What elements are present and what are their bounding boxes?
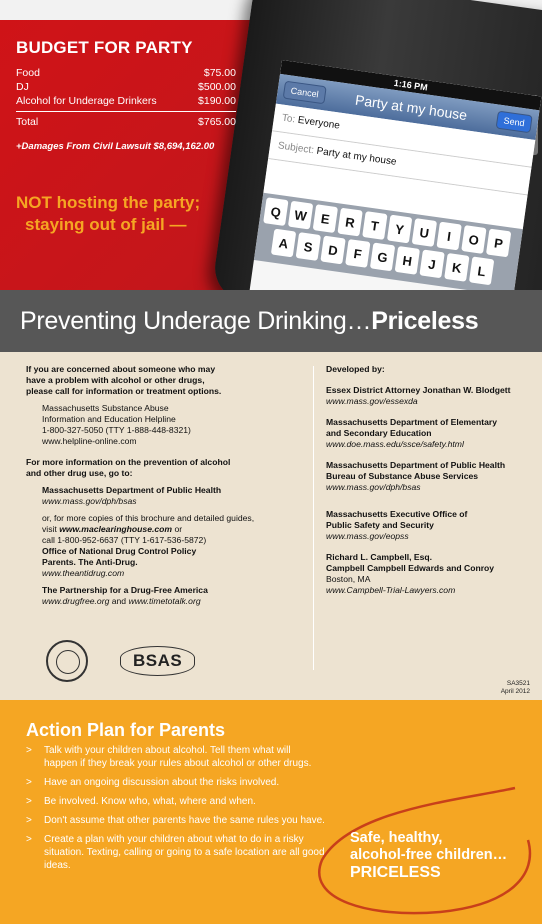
- budget-item-label: Food: [16, 67, 40, 79]
- keyboard-key[interactable]: R: [337, 208, 362, 237]
- list-item: [26, 814, 326, 827]
- list-item: [26, 776, 326, 789]
- dph-url[interactable]: www.mass.gov/dph/bsas: [42, 496, 137, 506]
- keyboard-key[interactable]: I: [436, 222, 461, 251]
- law-firm-url[interactable]: www.Campbell-Trial-Lawyers.com: [326, 585, 456, 595]
- keyboard-key[interactable]: T: [362, 211, 387, 240]
- priceless-slogan: [350, 830, 507, 881]
- resources-section: [0, 352, 542, 700]
- keyboard-key[interactable]: P: [486, 229, 511, 258]
- resources-left-column: [26, 364, 294, 607]
- action-plan-list: [26, 744, 326, 878]
- budget-item-amount: $500.00: [198, 81, 236, 93]
- budget-total-amount: $765.00: [198, 116, 236, 128]
- lawyer-name: Richard L. Campbell, Esq.: [326, 552, 433, 562]
- tagline-line-2: staying out of jail —: [25, 215, 187, 234]
- email-send-button[interactable]: Send: [496, 111, 533, 134]
- resources-right-column: [326, 364, 532, 596]
- keyboard-key[interactable]: K: [444, 253, 469, 282]
- email-subject-value: Party at my house: [315, 145, 398, 168]
- org-name: Massachusetts Executive Office of: [326, 509, 468, 519]
- org-url[interactable]: www.mass.gov/eopss: [326, 531, 409, 541]
- partnership-urls: [26, 596, 294, 607]
- org-url[interactable]: www.mass.gov/essexda: [326, 396, 418, 406]
- slogan-line-1: Safe, healthy,: [350, 830, 443, 846]
- email-compose-title: Party at my house: [354, 91, 469, 124]
- law-firm-city: Boston, MA: [326, 574, 371, 584]
- email-to-label: To:: [281, 112, 296, 126]
- budget-table: [16, 38, 236, 152]
- keyboard-key[interactable]: H: [395, 246, 420, 275]
- budget-item-label: DJ: [16, 81, 29, 93]
- more-info-heading-1: For more information on the prevention of alcohol: [26, 457, 231, 467]
- ondcp-name-2: Parents. The Anti-Drug.: [42, 557, 138, 567]
- action-plan-title: Action Plan for Parents: [26, 720, 226, 740]
- law-firm-name: Campbell Campbell Edwards and Conroy: [326, 563, 495, 573]
- keyboard-key[interactable]: S: [296, 232, 321, 261]
- keyboard-key[interactable]: E: [313, 204, 338, 233]
- antidrug-url[interactable]: www.theantidrug.com: [42, 568, 125, 578]
- keyboard-key[interactable]: D: [320, 236, 345, 265]
- publication-code: [501, 680, 530, 696]
- keyboard-key[interactable]: G: [370, 243, 395, 272]
- email-cancel-button[interactable]: Cancel: [283, 81, 327, 105]
- action-item-text: Have an ongoing discussion about the risks involved.: [44, 777, 280, 788]
- budget-item-amount: $190.00: [198, 95, 236, 107]
- chevron-right-icon: >: [26, 796, 32, 807]
- action-item-text: Be involved. Know who, what, where and when.: [44, 796, 256, 807]
- copies-line-3: call 1-800-952-6637 (TTY 1-617-536-5872): [42, 535, 207, 545]
- concern-heading-2: have a problem with alcohol or other drugs,: [26, 375, 205, 385]
- keyboard-key[interactable]: U: [412, 218, 437, 247]
- helpline-url[interactable]: www.helpline-online.com: [42, 436, 137, 446]
- agency-logos: [46, 640, 195, 682]
- chevron-right-icon: >: [26, 834, 32, 845]
- headline-emphasis: Priceless: [371, 306, 479, 335]
- keyboard-key[interactable]: A: [271, 229, 296, 258]
- party-budget-banner: [0, 0, 542, 290]
- copies-line-2: [26, 524, 294, 535]
- keyboard-key[interactable]: F: [345, 239, 370, 268]
- budget-total-row: [16, 111, 236, 129]
- action-plan-section: [0, 700, 542, 924]
- timetotalk-url[interactable]: www.timetotalk.org: [128, 596, 201, 606]
- partnership-and: and: [109, 596, 129, 606]
- email-subject-label: Subject:: [277, 140, 315, 157]
- budget-row: [16, 94, 236, 108]
- chevron-right-icon: >: [26, 745, 32, 756]
- copies-or: or: [172, 524, 183, 534]
- keyboard-key[interactable]: Y: [387, 215, 412, 244]
- slogan-line-2: alcohol-free children…: [350, 847, 508, 863]
- action-item-text: Talk with your children about alcohol. Tell them what will happen if they break your rules about alcohol or other drugs.: [44, 745, 312, 769]
- lawsuit-damages: +Damages From Civil Lawsuit $8,694,162.00: [16, 141, 215, 152]
- budget-item-amount: $75.00: [203, 67, 236, 79]
- tagline-line-1: NOT hosting the party;: [16, 193, 201, 212]
- headline-lead: Preventing Underage Drinking…: [20, 306, 372, 335]
- org-name: Massachusetts Department of Elementary: [326, 417, 497, 427]
- brochure-code: SA3521: [506, 680, 530, 687]
- more-info-heading-2: and other drug use, go to:: [26, 468, 133, 478]
- concern-heading-1: If you are concerned about someone who may: [26, 364, 216, 374]
- action-item-text: Don't assume that other parents have the same rules you have.: [44, 815, 325, 826]
- budget-row: [16, 66, 236, 80]
- phone-screen: [249, 60, 542, 290]
- jail-tagline: [16, 192, 200, 236]
- budget-row: [16, 80, 236, 94]
- partnership-name: The Partnership for a Drug-Free America: [42, 585, 208, 595]
- phone-status-time: 1:16 PM: [280, 60, 541, 110]
- budget-title: BUDGET FOR PARTY: [16, 38, 193, 57]
- keyboard-key[interactable]: Q: [263, 197, 288, 226]
- org-name: Massachusetts Department of Public Health: [326, 460, 506, 470]
- org-name-2: Public Safety and Security: [326, 520, 434, 530]
- email-to-value: Everyone: [297, 114, 341, 132]
- helpline-name-2: Information and Education Helpline: [42, 414, 176, 424]
- list-item: [26, 744, 326, 770]
- org-url[interactable]: www.doe.mass.edu/ssce/safety.html: [326, 439, 464, 449]
- budget-item-label: Alcohol for Underage Drinkers: [16, 95, 157, 107]
- org-url[interactable]: www.mass.gov/dph/bsas: [326, 482, 421, 492]
- keyboard-key[interactable]: O: [461, 225, 486, 254]
- slogan-line-3: PRICELESS: [350, 864, 441, 881]
- column-divider: [313, 366, 314, 670]
- concern-heading-3: please call for information or treatment options.: [26, 386, 222, 396]
- chevron-right-icon: >: [26, 815, 32, 826]
- org-name-2: Bureau of Substance Abuse Services: [326, 471, 479, 481]
- keyboard-key[interactable]: J: [419, 249, 444, 278]
- ondcp-name-1: Office of National Drug Control Policy: [42, 546, 197, 556]
- keyboard-key[interactable]: L: [469, 256, 494, 285]
- priceless-headline: [0, 290, 542, 352]
- chevron-right-icon: >: [26, 777, 32, 788]
- budget-total-label: Total: [16, 116, 39, 128]
- developed-by-heading: Developed by:: [326, 364, 385, 374]
- bsas-logo: BSAS: [120, 646, 195, 676]
- copies-line-1: or, for more copies of this brochure and detailed guides,: [42, 513, 255, 523]
- drugfree-url[interactable]: www.drugfree.org: [42, 596, 110, 606]
- list-item: [26, 833, 326, 872]
- brochure-date: April 2012: [500, 688, 530, 695]
- org-name-2: and Secondary Education: [326, 428, 432, 438]
- helpline-name-1: Massachusetts Substance Abuse: [42, 403, 169, 413]
- massachusetts-seal-icon: [46, 640, 88, 682]
- copies-visit: visit: [42, 524, 60, 534]
- keyboard-key[interactable]: W: [288, 201, 313, 230]
- org-name: Essex District Attorney Jonathan W. Blodgett: [326, 385, 511, 395]
- clearinghouse-url[interactable]: www.maclearinghouse.com: [59, 524, 173, 534]
- helpline-phone: 1-800-327-5050 (TTY 1-888-448-8321): [42, 425, 191, 435]
- dph-name: Massachusetts Department of Public Health: [42, 485, 222, 495]
- list-item: [26, 795, 326, 808]
- action-item-text: Create a plan with your children about what to do in a risky situation. Texting, calling or going to a safe location are all good ideas.: [44, 834, 325, 871]
